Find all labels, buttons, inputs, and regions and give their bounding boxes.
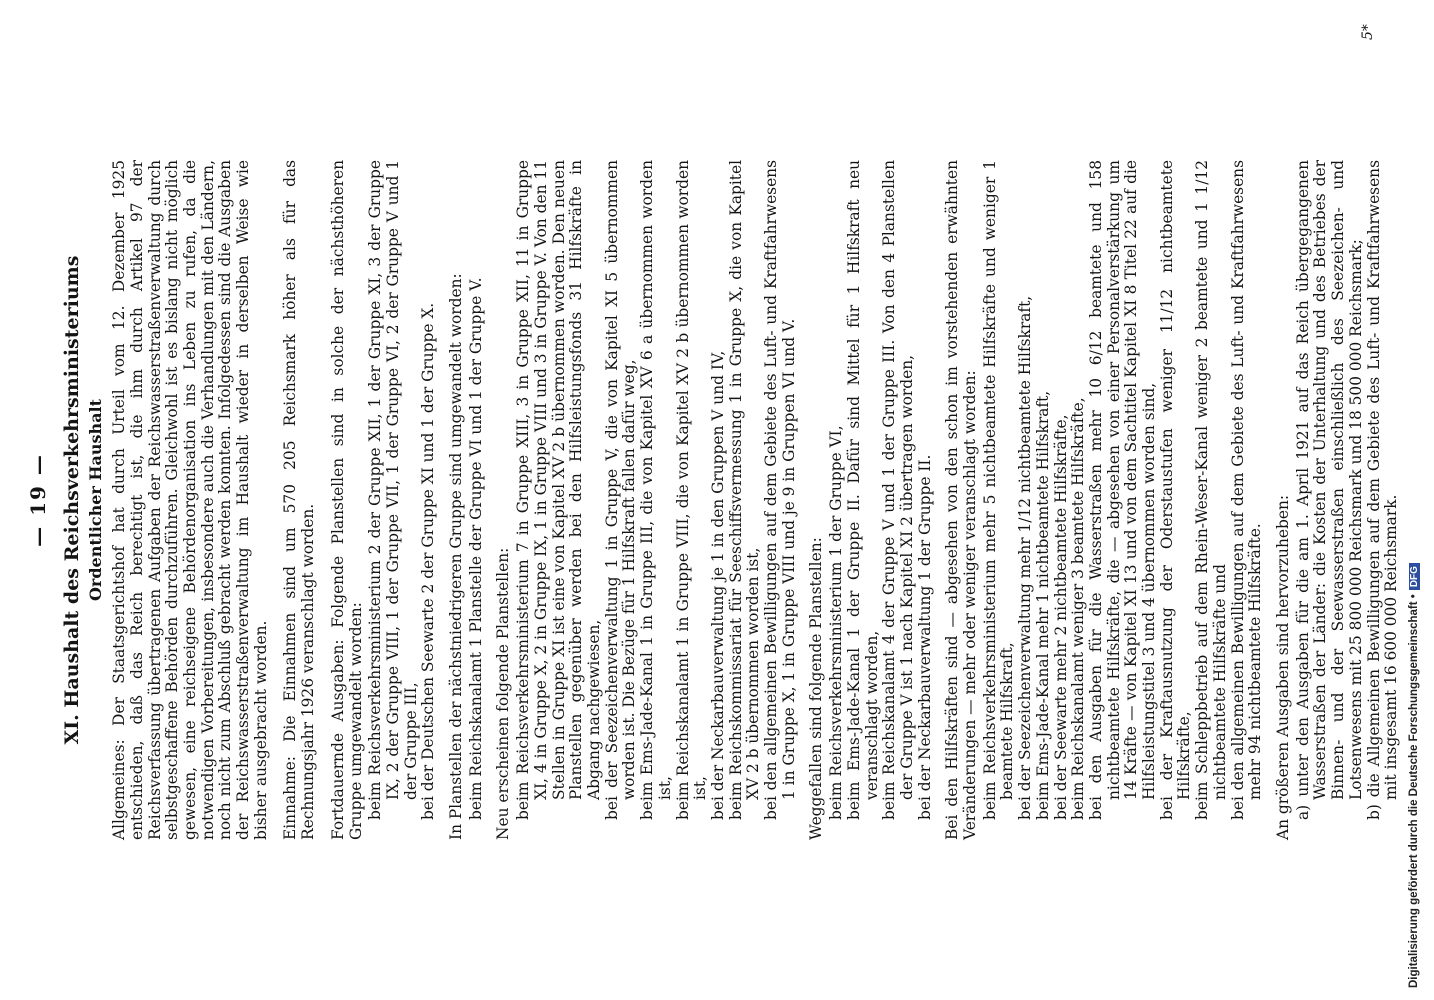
list-item: beim Ems-Jade-Kanal 1 in Gruppe III, die von Kapitel XV 6 a übernommen worden ist, xyxy=(638,160,674,820)
list-neu xyxy=(515,160,798,840)
paragraph-fortdauernde: Fortdauernde Ausgaben: Folgende Planstellen sind in solche der nächsthöheren Gruppe umgewandelt worden: xyxy=(328,160,365,840)
digitization-text: Digitalisierung gefördert durch die Deutsche Forschungsgemeinschaft • xyxy=(1408,594,1420,988)
list-item: beim Reichskanalamt 1 Planstelle der Gruppe VI und 1 der Gruppe V. xyxy=(466,277,485,820)
list-item: bei der Neckarbauverwaltung je 1 in den Gruppen V und IV, xyxy=(708,350,727,820)
list-item: bei der Kraftausnutzung der Oderstaustufen weniger 11/12 nichtbeamtete Hilfskräfte, xyxy=(1157,160,1194,820)
list-item: beim Reichskanalamt 4 der Gruppe V und 1 der Gruppe III. Von den 4 Planstellen der Gruppe V ist 1 nach Kapitel XI 2 übertragen worden, xyxy=(880,160,916,820)
paragraph-allgemeines: Allgemeines: Der Staatsgerichtshof hat durch Urteil vom 12. Dezember 1925 entschieden, daß das Reich berechtigt ist, die ihm durch Artikel 97 der Reichsverfassung übertragenen Aufgaben der Reichswasserstraßenverwaltung durch selbstgeschaffene Behörden durchzuführen. Gleichwohl ist es bislang nicht möglich gewesen, eine reichseigene Behördenorganisation ins Leben zu rufen, da die notwendigen Vorbereitungen, insbesondere auch die Verhandlungen mit den Ländern, noch nicht zum Abschluß gebracht werden konnten. Infolgedessen sind die Ausgaben der Reichswasserstraßenverwaltung im Haushalt wieder in derselben Weise wie bisher ausgebracht worden. xyxy=(110,160,270,840)
list-item: beim Reichskanalamt weniger 3 beamtete Hilfskräfte, xyxy=(1069,397,1088,820)
paragraph-einnahme: Einnahme: Die Einnahmen sind um 570 205 Reichsmark höher als für das Rechnungsjahr 1926 veranschlagt worden. xyxy=(281,160,318,840)
list-item: bei den allgemeinen Bewilligungen auf dem Gebiete des Luft- und Kraftfahrwesens 1 in Gruppe X, 1 in Gruppe VIII und je 9 in Gruppen VI und V. xyxy=(762,160,798,820)
list-item: bei der Neckarbauverwaltung 1 der Gruppe II. xyxy=(915,454,934,820)
list-item: beim Reichsverkehrsministerium 7 in Gruppe XIII, 3 in Gruppe XII, 11 in Gruppe XI, 4 in Gruppe X, 2 in Gruppe IX, 1 in Gruppe VIII und 3 in Gruppe V. Von den 11 Stellen in Gruppe XI ist eine von Kapitel XV 2 b übernommen worden. Den neuen Planstellen gegenüber werden bei den Hilfsleistungsfonds 31 Hilfskräfte in Abgang nachgewiesen, xyxy=(514,160,603,820)
paragraph-neu: Neu erscheinen folgende Planstellen: xyxy=(494,547,513,840)
list-item: beim Reichskommissariat für Seeschiffsvermessung 1 in Gruppe X, die von Kapitel XV 2 b übernommen worden ist, xyxy=(726,160,763,820)
subtitle: Ordentlicher Haushalt xyxy=(86,398,106,602)
list-item: beim Ems-Jade-Kanal 1 der Gruppe II. Dafür sind Mittel für 1 Hilfskraft neu veranschlagt worden, xyxy=(844,160,881,820)
paragraph-groessere: An größeren Ausgaben sind hervorzuheben: xyxy=(1274,494,1292,840)
list-item: bei der Deutschen Seewarte 2 der Gruppe XI und 1 der Gruppe X. xyxy=(419,302,438,820)
list-groessere xyxy=(1295,160,1401,840)
dfg-logo: DFG xyxy=(1409,563,1420,590)
list-item: bei der Seezeichenverwaltung 1 in Gruppe V, die von Kapitel XI 5 übernommen worden ist. Die Bezüge für 1 Hilfskraft fallen dafür weg, xyxy=(602,160,639,820)
list-umgewandelt xyxy=(367,160,438,840)
list-item: beim Reichskanalamt 1 in Gruppe VIII, die von Kapitel XV 2 b übernommen worden ist, xyxy=(673,160,710,820)
paragraph-planstellen: In Planstellen der nächstniedrigeren Gruppe sind umgewandelt worden: xyxy=(447,273,466,840)
list-item: bei der Seezeichenverwaltung mehr 1/12 nichtbeamtete Hilfskraft, xyxy=(1016,295,1035,820)
paragraph-weggefallen: Weggefallen sind folgende Planstellen: xyxy=(807,537,826,840)
page-number: — 19 — xyxy=(26,453,50,547)
list-item: beim Reichsverkehrsministerium mehr 5 nichtbeamtete Hilfskräfte und weniger 1 beamtete Hilfskraft, xyxy=(980,160,1017,820)
list-item: a) unter den Ausgaben für die am 1. April 1921 auf das Reich übergegangenen Wasserstraßen der Länder: die Kosten der Unterhaltung und des Betriebes der Binnen- und der Seewasserstraßen einschließlich des Seezeichen- und Lotsenwesens mit 25 800 000 Reichsmark und 18 500 000 Reichsmark; xyxy=(1293,160,1365,820)
list-hilfskraefte xyxy=(982,160,1265,840)
list-item: beim Ems-Jade-Kanal mehr 1 nichtbeamtete Hilfskraft, xyxy=(1033,390,1052,820)
list-item: beim Reichsverkehrsministerium 2 der Gruppe XII, 1 der Gruppe XI, 3 der Gruppe IX, 2 der Gruppe VIII, 1 der Gruppe VII, 1 der Gruppe VI, 2 der Gruppe V und 1 der Gruppe III, xyxy=(366,160,420,820)
paragraph-hilfskraefte: Bei den Hilfskräften sind — abgesehen von den schon im vorstehenden erwähnten Veränderungen — mehr oder weniger veranschlagt worden: xyxy=(943,160,980,840)
list-item: bei der Seewarte mehr 2 nichtbeamtete Hilfskräfte, xyxy=(1051,414,1070,820)
section-title: XI. Haushalt des Reichsverkehrsministeriums xyxy=(60,255,83,745)
list-item: beim Reichsverkehrsministerium 1 der Gruppe VI, xyxy=(827,425,846,820)
list-item: beim Schleppbetrieb auf dem Rhein-Weser-Kanal weniger 2 beamtete und 1 1/12 nichtbeamtete Hilfskräfte und xyxy=(1193,160,1229,820)
list-item: bei den Ausgaben für die Wasserstraßen mehr 10 6/12 beamtete und 158 nichtbeamtete Hilfskräfte, die — abgesehen von einer Personalverstärkung um 14 Kräfte — von Kapitel XI 13 und von dem Sachtitel Kapitel XI 8 Titel 22 auf die Hilfsleistungstitel 3 und 4 übernommen worden sind, xyxy=(1086,160,1159,820)
signature-mark: 5* xyxy=(1360,24,1376,40)
list-niedriger xyxy=(468,160,486,840)
digitization-note xyxy=(1408,8,1420,988)
list-item: bei den allgemeinen Bewilligungen auf dem Gebiete des Luft- und Kraftfahrwesens mehr 94 nichtbeamtete Hilfskräfte. xyxy=(1228,160,1265,820)
document-body xyxy=(26,160,1411,840)
list-weggefallen xyxy=(828,160,934,840)
list-item: b) die Allgemeinen Bewilligungen auf dem Gebiete des Luft- und Kraftfahrwesens mit insgesamt 16 600 000 Reichsmark. xyxy=(1364,160,1401,820)
